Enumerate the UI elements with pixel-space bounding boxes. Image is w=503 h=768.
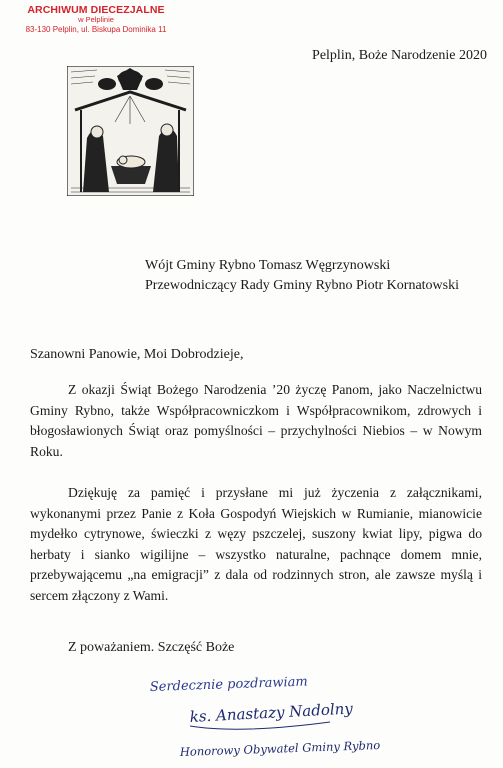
addressee-line: Wójt Gminy Rybno Tomasz Węgrzynowski xyxy=(145,258,391,273)
body-paragraph: Dziękuję za pamięć i przysłane mi już życzenia z załącznikami, wykonanymi przez Panie z Koła Gospodyń Wiejskich w Rumianie, mianowicie mydełko cytrynowe, świeczki z węzy pszczelej, suszony kwiat lipy, pigwa do herbaty i sianko wigilijne – wszystko naturalne, pachnące domem mnie, przebywającemu „na emigracji” z dala od rodzinnych stron, ale zawsze myślą i sercem złączony z Wami. xyxy=(30,485,482,603)
stamp-title: ARCHIWUM DIECEZJALNE xyxy=(27,4,165,16)
body-paragraph: Z okazji Świąt Bożego Narodzenia ’20 życzę Panom, jako Naczelnictwu Gminy Rybno, także Współpracowniczkom i Współpracownikom, zdrowych i błogosławionych Świąt oraz pomyślności – przychylności Niebios – w Nowym Roku. xyxy=(30,382,482,459)
stamp-address: 83-130 Pelplin, ul. Biskupa Dominika 11 xyxy=(25,24,167,34)
handwritten-greeting: Serdecznie pozdrawiam xyxy=(149,674,309,695)
nativity-woodcut-image xyxy=(67,66,194,196)
addressee-line: Przewodniczący Rady Gminy Rybno Piotr Kornatowski xyxy=(145,278,460,293)
stamp-location: w Pelplinie xyxy=(78,15,114,25)
handwritten-title: Honorowy Obywatel Gminy Rybno xyxy=(179,738,381,759)
salutation: Szanowni Panowie, Moi Dobrodzieje, xyxy=(30,347,244,362)
addressee-block xyxy=(145,256,459,296)
handwritten-signature-area xyxy=(0,650,503,768)
archive-stamp xyxy=(16,4,176,34)
closing-line: Z poważaniem. Szczęść Boże xyxy=(68,640,235,655)
handwritten-signature: ks. Anastazy Nadolny xyxy=(189,699,354,726)
dateline: Pelplin, Boże Narodzenie 2020 xyxy=(312,48,487,63)
